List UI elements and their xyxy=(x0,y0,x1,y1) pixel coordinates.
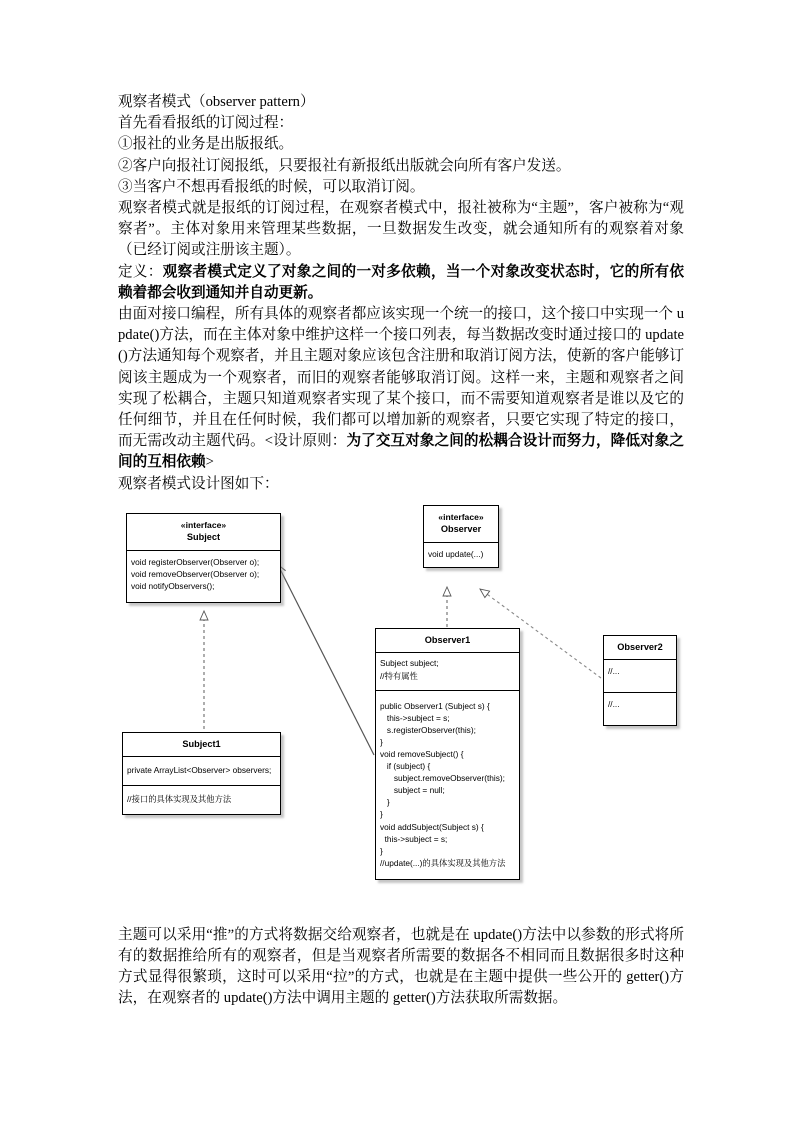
uml-class-diagram xyxy=(118,501,684,909)
uml-comment-own-attrs: //特有属性 xyxy=(380,670,418,681)
definition-label: 定义： xyxy=(118,263,163,280)
uml-class-name: Subject1 xyxy=(182,738,221,749)
uml-class-subject1[interactable] xyxy=(122,732,281,815)
uml-field-observers: private ArrayList<Observer> observers; xyxy=(127,765,272,776)
uml-code-line-6: if (subject) { xyxy=(380,761,431,772)
uml-class-name: Observer1 xyxy=(424,634,471,645)
uml-class-name: Observer2 xyxy=(617,641,663,652)
definition-paragraph xyxy=(118,262,684,304)
paragraph-push-pull: 主题可以采用“推”的方式将数据交给观察者，也就是在 update()方法中以参数的形式将所有的数据推给所有的观察者，但是当观察者所需要的数据各不相同而且数据很多时这种方式显得很繁琐，这时可以采用“拉”的方式，也就是在主题中提供一些公开的 getter()方法，在观察者的 update()方法中调用主题的 getter()方法获取所需数据。 xyxy=(118,926,684,1007)
design-principle-close: > xyxy=(205,454,214,471)
paragraph-diagram-lead: 观察者模式设计图如下： xyxy=(118,475,279,492)
uml-class-subject[interactable] xyxy=(126,513,281,603)
uml-code-line-3: s.registerObserver(this); xyxy=(380,724,476,735)
uml-code-line-11: void addSubject(Subject s) { xyxy=(380,821,484,832)
uml-class-observer-title xyxy=(424,506,498,542)
uml-class-subject-title xyxy=(127,514,280,550)
paragraph-interface-programming-text: 由面对接口编程，所有具体的观察者都应该实现一个统一的接口，这个接口中实现一个 update()方法，而在主体对象中维护这样一个接口列表，每当数据改变时通过接口的 update()方法通知每个观察者，并且主题对象应该包含注册和取消订阅方法，使新的客户能够订阅该主题成为一个观察者，而旧的观察者能够取消订阅。这样一来，主题和观察者之间实现了松耦合，主题只知道观察者实现了某个接口，而不需要知道观察者是谁以及它的任何细节，并且在任何时候，我们都可以增加新的观察者，只要它实现了特定的接口，而无需改动主题代码。 xyxy=(118,306,684,450)
uml-stereotype: «interface» xyxy=(180,519,227,530)
uml-code-line-4: } xyxy=(380,736,383,747)
uml-class-name: Subject xyxy=(186,532,221,543)
paragraph-step-3: ③当客户不想再看报纸的时候，可以取消订阅。 xyxy=(118,178,425,195)
uml-code-line-1: public Observer1 (Subject s) { xyxy=(380,700,490,711)
uml-method-register-observer: void registerObserver(Observer o); xyxy=(131,557,260,568)
uml-stereotype: «interface» xyxy=(438,511,484,522)
paragraph-intro: 首先看看报纸的订阅过程： xyxy=(118,115,294,132)
uml-code-line-9: } xyxy=(380,797,390,808)
uml-code-line-7: subject.removeObserver(this); xyxy=(380,773,505,784)
uml-method-notify-observers: void notifyObservers(); xyxy=(131,581,215,592)
paragraph-interface-programming xyxy=(118,304,684,474)
uml-comment-observer2-methods: //... xyxy=(608,699,620,710)
uml-class-name: Observer xyxy=(440,524,482,535)
paragraph-title: 观察者模式（observer pattern） xyxy=(118,94,315,110)
uml-code-line-2: this->subject = s; xyxy=(380,712,450,723)
paragraph-step-2: ②客户向报社订阅报纸，只要报社有新报纸出版就会向所有客户发送。 xyxy=(118,157,571,174)
uml-code-line-10: } xyxy=(380,809,383,820)
uml-class-observer2-title xyxy=(604,636,676,660)
uml-method-remove-observer: void removeObserver(Observer o); xyxy=(131,569,260,580)
uml-comment-subject1-methods: //接口的具体实现及其他方法 xyxy=(127,793,232,804)
document-body xyxy=(118,92,684,1010)
uml-method-update: void update(...) xyxy=(428,549,484,560)
uml-code-line-5: void removeSubject() { xyxy=(380,749,464,760)
uml-code-line-13: } xyxy=(380,845,383,856)
design-principle-open: <设计原则： xyxy=(264,433,347,450)
definition-text: 观察者模式定义了对象之间的一对多依赖，当一个对象改变状态时，它的所有依赖着都会收到通知并自动更新。 xyxy=(118,263,684,301)
uml-class-observer1[interactable] xyxy=(375,628,520,880)
uml-class-observer2[interactable] xyxy=(603,635,677,727)
uml-class-subject1-title xyxy=(123,733,280,757)
uml-field-subject: Subject subject; xyxy=(380,658,439,669)
design-principle-text: 为了交互对象之间的松耦合设计而努力，降低对象之间的互相依赖 xyxy=(118,433,684,471)
uml-code-line-8: subject = null; xyxy=(380,785,445,796)
uml-class-observer1-title xyxy=(376,629,519,653)
uml-code-line-14: //update(...)的具体实现及其他方法 xyxy=(380,857,506,868)
paragraph-step-1: ①报社的业务是出版报纸。 xyxy=(118,136,294,153)
uml-class-observer-interface[interactable] xyxy=(423,505,499,568)
connector-observer1-to-subject xyxy=(278,565,374,755)
uml-code-line-12: this->subject = s; xyxy=(380,833,448,844)
paragraph-pattern-explanation: 观察者模式就是报纸的订阅过程，在观察者模式中，报社被称为“主题”，客户被称为“观察者”。主体对象用来管理某些数据，一旦数据发生改变，就会通知所有的观察着对象（已经订阅或注册该主题）。 xyxy=(118,200,684,259)
uml-comment-observer2-attrs: //... xyxy=(608,666,620,677)
